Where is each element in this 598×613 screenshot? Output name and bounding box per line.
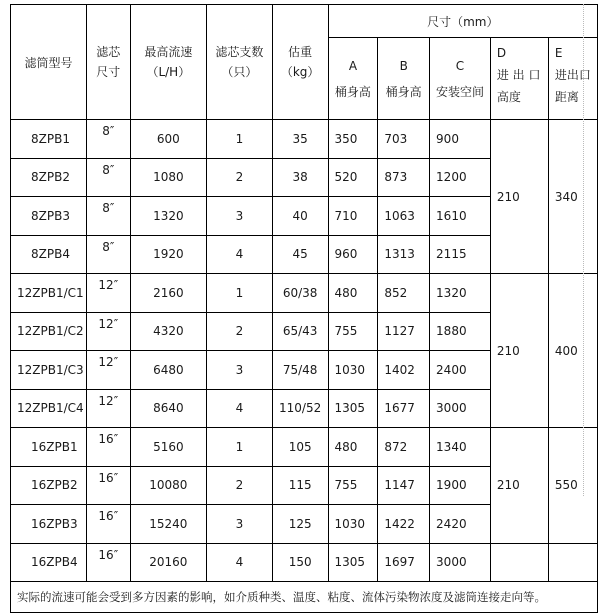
cell-dim-d-group: 210: [490, 120, 548, 274]
cell-core-count: 3: [207, 351, 273, 390]
cell-dim-c: 1880: [430, 312, 491, 351]
table-row: [11, 274, 598, 313]
cell-dim-c: 3000: [430, 543, 491, 582]
cell-core-count: 4: [207, 543, 273, 582]
cell-dim-b: 1697: [378, 543, 430, 582]
cell-dim-b: 1147: [378, 466, 430, 505]
cell-core-size: 16″: [86, 466, 130, 505]
cell-core-count: 1: [207, 274, 273, 313]
header-dim-d: D 进 出 口 高度: [490, 38, 548, 120]
cell-weight: 75/48: [272, 351, 328, 390]
cell-max-flow: 1320: [130, 197, 206, 236]
table-row: [11, 428, 598, 467]
cell-core-count: 4: [207, 389, 273, 428]
cell-weight: 38: [272, 158, 328, 197]
header-dim-c: C 安装空间: [430, 38, 491, 120]
cell-dim-a: 480: [328, 274, 378, 313]
cell-dim-a: 960: [328, 235, 378, 274]
cell-dim-a: 350: [328, 120, 378, 159]
cell-dim-a: 755: [328, 312, 378, 351]
cell-dim-e-group: 400: [548, 274, 597, 428]
cell-core-count: 1: [207, 120, 273, 159]
cell-dim-a: 1305: [328, 389, 378, 428]
header-weight: 估重 （kg）: [272, 5, 328, 120]
cell-dim-e-empty: [548, 543, 597, 582]
cell-max-flow: 5160: [130, 428, 206, 467]
header-core-count: 滤芯支数 （只）: [207, 5, 273, 120]
cell-weight: 115: [272, 466, 328, 505]
header-dim-e: E 进出口 距离: [548, 38, 597, 120]
cell-weight: 65/43: [272, 312, 328, 351]
header-max-flow: 最高流速 （L/H）: [130, 5, 206, 120]
cell-core-count: 1: [207, 428, 273, 467]
cell-dim-c: 1900: [430, 466, 491, 505]
cell-core-count: 2: [207, 312, 273, 351]
cell-dim-a: 755: [328, 466, 378, 505]
cell-model-name: 16ZPB2: [11, 466, 87, 505]
cell-max-flow: 10080: [130, 466, 206, 505]
cell-dim-a: 520: [328, 158, 378, 197]
cell-max-flow: 15240: [130, 505, 206, 544]
cell-max-flow: 1080: [130, 158, 206, 197]
cell-core-count: 2: [207, 466, 273, 505]
cell-dim-b: 703: [378, 120, 430, 159]
cell-dim-d-group: 210: [490, 274, 548, 428]
cell-core-size: 16″: [86, 543, 130, 582]
cell-dim-c: 1340: [430, 428, 491, 467]
spec-table: [10, 4, 598, 613]
cell-model-name: 12ZPB1/C2: [11, 312, 87, 351]
cell-dim-a: 480: [328, 428, 378, 467]
cell-dim-b: 1422: [378, 505, 430, 544]
header-model: 滤筒型号: [11, 5, 87, 120]
cell-dim-c: 2400: [430, 351, 491, 390]
cell-core-size: 8″: [86, 120, 130, 159]
cell-weight: 105: [272, 428, 328, 467]
cell-dim-c: 1200: [430, 158, 491, 197]
cell-weight: 125: [272, 505, 328, 544]
cell-dim-b: 1677: [378, 389, 430, 428]
footnote: 实际的流速可能会受到多方因素的影响，如介质种类、温度、粘度、流体污染物浓度及滤筒连接走向等。: [11, 582, 598, 613]
cell-max-flow: 8640: [130, 389, 206, 428]
table-body: [11, 120, 598, 582]
cell-max-flow: 20160: [130, 543, 206, 582]
cell-core-size: 12″: [86, 312, 130, 351]
cell-model-name: 8ZPB3: [11, 197, 87, 236]
cell-model-name: 16ZPB3: [11, 505, 87, 544]
cell-dim-a: 1030: [328, 505, 378, 544]
cell-weight: 60/38: [272, 274, 328, 313]
cell-model-name: 12ZPB1/C3: [11, 351, 87, 390]
cell-dim-d-group: 210: [490, 428, 548, 544]
cell-dim-e-group: 340: [548, 120, 597, 274]
cell-dim-d-empty: [490, 543, 548, 582]
cell-dim-c: 1610: [430, 197, 491, 236]
cell-core-size: 8″: [86, 197, 130, 236]
cell-dim-a: 1030: [328, 351, 378, 390]
cell-core-count: 3: [207, 505, 273, 544]
cell-dim-a: 710: [328, 197, 378, 236]
header-dim-b: B 桶身高: [378, 38, 430, 120]
cell-dim-c: 900: [430, 120, 491, 159]
cell-core-size: 12″: [86, 351, 130, 390]
cell-core-size: 8″: [86, 235, 130, 274]
cell-dim-c: 1320: [430, 274, 491, 313]
cell-weight: 150: [272, 543, 328, 582]
cell-dim-e-group: 550: [548, 428, 597, 544]
cell-dim-b: 1063: [378, 197, 430, 236]
cell-core-size: 8″: [86, 158, 130, 197]
cell-model-name: 8ZPB4: [11, 235, 87, 274]
cell-dim-b: 873: [378, 158, 430, 197]
cell-max-flow: 600: [130, 120, 206, 159]
cell-dim-b: 872: [378, 428, 430, 467]
cell-model-name: 12ZPB1/C1: [11, 274, 87, 313]
table-row: [11, 120, 598, 159]
cell-weight: 35: [272, 120, 328, 159]
cell-core-count: 3: [207, 197, 273, 236]
cell-model-name: 12ZPB1/C4: [11, 389, 87, 428]
cell-max-flow: 2160: [130, 274, 206, 313]
cell-dim-c: 2420: [430, 505, 491, 544]
cell-weight: 40: [272, 197, 328, 236]
cell-dim-c: 3000: [430, 389, 491, 428]
page-edge-line: [583, 4, 584, 496]
cell-weight: 45: [272, 235, 328, 274]
cell-max-flow: 1920: [130, 235, 206, 274]
cell-core-size: 12″: [86, 274, 130, 313]
header-dim-a: A 桶身高: [328, 38, 378, 120]
cell-core-size: 16″: [86, 505, 130, 544]
cell-dim-b: 852: [378, 274, 430, 313]
cell-core-count: 2: [207, 158, 273, 197]
cell-core-size: 16″: [86, 428, 130, 467]
cell-dim-c: 2115: [430, 235, 491, 274]
header-core-size: 滤芯 尺寸: [86, 5, 130, 120]
cell-model-name: 8ZPB1: [11, 120, 87, 159]
cell-model-name: 16ZPB1: [11, 428, 87, 467]
header-dimensions: 尺寸（mm）: [328, 5, 597, 38]
cell-max-flow: 4320: [130, 312, 206, 351]
cell-dim-b: 1402: [378, 351, 430, 390]
cell-model-name: 16ZPB4: [11, 543, 87, 582]
cell-weight: 110/52: [272, 389, 328, 428]
cell-dim-b: 1127: [378, 312, 430, 351]
cell-max-flow: 6480: [130, 351, 206, 390]
cell-core-size: 12″: [86, 389, 130, 428]
cell-core-count: 4: [207, 235, 273, 274]
cell-dim-a: 1305: [328, 543, 378, 582]
table-row: [11, 543, 598, 582]
cell-dim-b: 1313: [378, 235, 430, 274]
cell-model-name: 8ZPB2: [11, 158, 87, 197]
